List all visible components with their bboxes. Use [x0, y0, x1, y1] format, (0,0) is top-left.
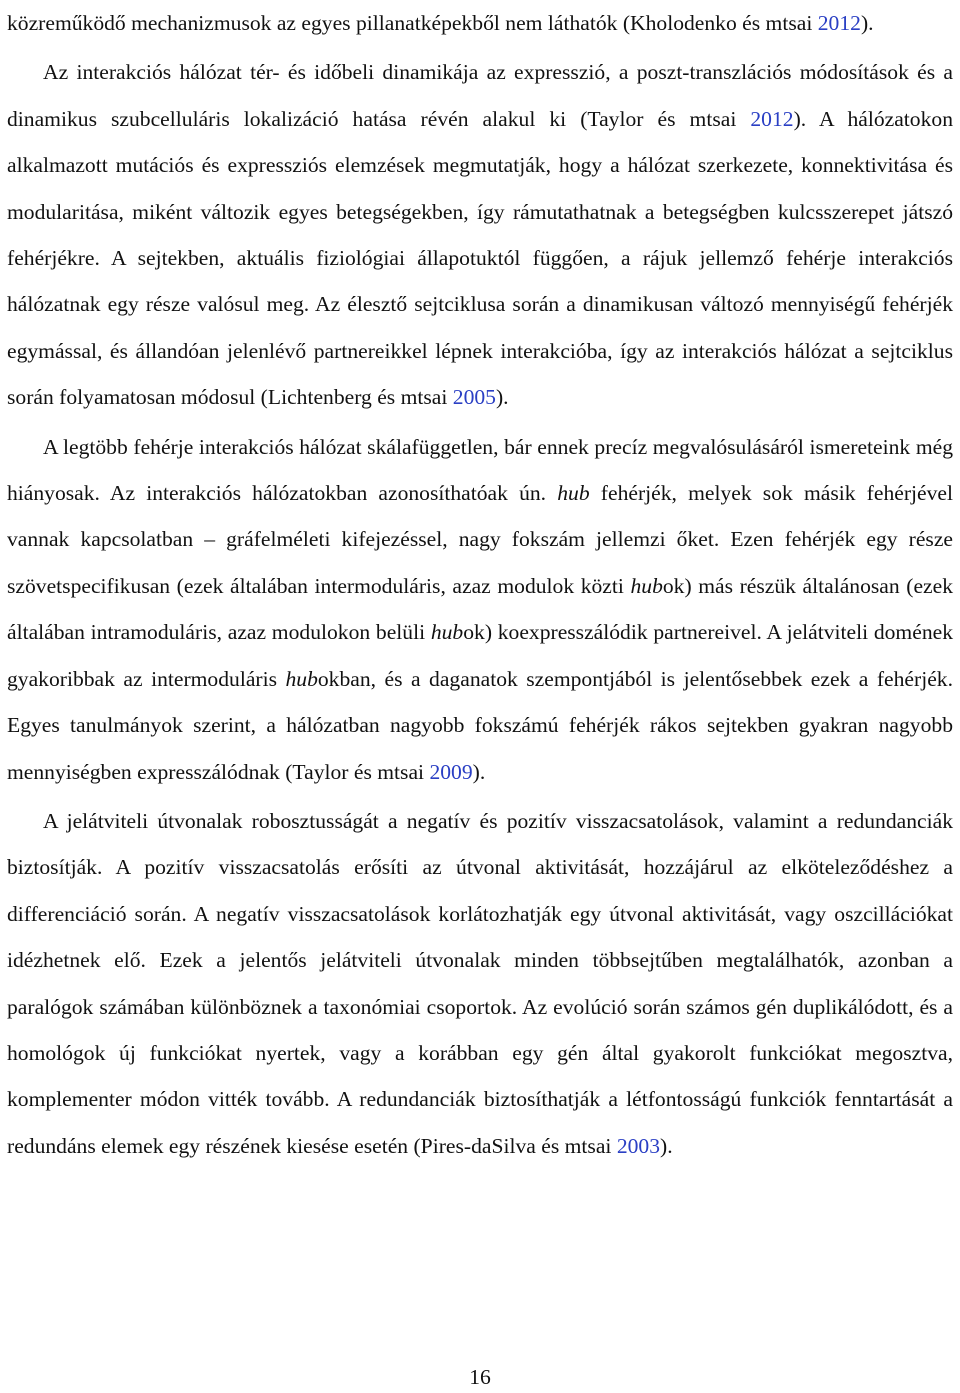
body-text: ).: [495, 385, 509, 410]
page-number: 16: [469, 1365, 491, 1389]
body-text: Az interakciós hálózat tér- és időbeli dinamikája az expresszió, a poszt-transzlációs módosítások és a dinamikus szubcelluláris lokalizáció hatása révén alakul ki (Taylor és mtsai: [7, 60, 953, 131]
paragraph-continuation: [7, 0, 953, 46]
citation-year-link[interactable]: 2003: [616, 1133, 660, 1158]
body-text: A legtöbb fehérje interakciós hálózat skálafüggetlen, bár ennek precíz megvalósulásáról ismereteink még hiányosak. Az interakciós hálózatokban azonosíthatóak ún.: [7, 434, 953, 506]
body-text: fehérjék, melyek sok másik fehérjével vannak kapcsolatban – gráfelméleti kifejezéssel, nagy fokszám jellemzi őket. Ezen fehérjék egy része szövetspecifikusan (ezek általában intermoduláris, azaz modulok közti: [7, 481, 953, 598]
italic-term: hub: [285, 666, 318, 691]
page-body: [7, 0, 953, 1169]
italic-term: hub: [557, 481, 590, 506]
paragraph-hub-proteins: [7, 424, 953, 795]
body-text: ).: [860, 11, 874, 35]
citation-year-link[interactable]: 2012: [750, 106, 794, 131]
body-text: ).: [472, 759, 486, 784]
italic-term: hub: [430, 620, 464, 645]
italic-term: hub: [630, 573, 663, 598]
paragraph-network-dynamics: [7, 49, 953, 420]
citation-year-link[interactable]: 2012: [817, 11, 861, 35]
body-text: ok) koexpresszálódik partnereivel. A jelátviteli domének gyakoribbak az intermoduláris: [7, 620, 953, 691]
body-text: ).: [660, 1133, 673, 1158]
paragraph-feedback-redundancy: [7, 798, 953, 1169]
body-text: közreműködő mechanizmusok az egyes pillanatképekből nem láthatók (Kholodenko és mtsai: [7, 11, 818, 35]
body-text: okban, és a daganatok szempontjából is jelentősebbek ezek a fehérjék. Egyes tanulmányok szerint, a hálózatban nagyobb fokszámú fehérjék rákos sejtekben gyakran nagyobb mennyiségben expresszálódnak (Taylor és mtsai: [7, 666, 953, 784]
body-text: A jelátviteli útvonalak robosztusságát a negatív és pozitív visszacsatolások, valamint a redundanciák biztosítják. A pozitív visszacsatolás erősíti az útvonal aktivitását, hozzájárul az elköteleződéshez a differenciáció során. A negatív visszacsatolások korlátozhatják egy útvonal aktivitását, vagy oszcillációkat idézhetnek elő. Ezek a jelentős jelátviteli útvonalak minden többsejtűben megtalálhatók, azonban a paralógok számában különböznek a taxonómiai csoportok. Az evolúció során számos gén duplikálódott, és a homológok új funkciókat nyertek, vagy a korábban egy gén által gyakorolt funkciókat megosztva, komplementer módon vitték tovább. A redundanciák biztosíthatják a létfontosságú funkciók fenntartását a redundáns elemek egy részének kiesése esetén (Pires-daSilva és mtsai: [7, 808, 953, 1158]
body-text: ). A hálózatokon alkalmazott mutációs és expressziós elemzések megmutatják, hogy a hálózat szerkezete, konnektivitása és modularitása, miként változik egyes betegségekben, így rámutathatnak a betegségben kulcsszerepet játszó fehérjékre. A sejtekben, aktuális fiziológiai állapotuktól függően, a rájuk jellemző fehérje interakciós hálózatnak egy része valósul meg. Az élesztő sejtciklusa során a dinamikusan változó mennyiségű fehérjék egymással, és állandóan jelenlévő partnereikkel lépnek interakcióba, így az interakciós hálózat a sejtciklus során folyamatosan módosul (Lichtenberg és mtsai: [7, 106, 953, 410]
citation-year-link[interactable]: 2009: [429, 759, 473, 784]
body-text: ok) más részük általánosan (ezek általában intramoduláris, azaz modulokon belüli: [7, 573, 953, 645]
citation-year-link[interactable]: 2005: [452, 385, 496, 410]
